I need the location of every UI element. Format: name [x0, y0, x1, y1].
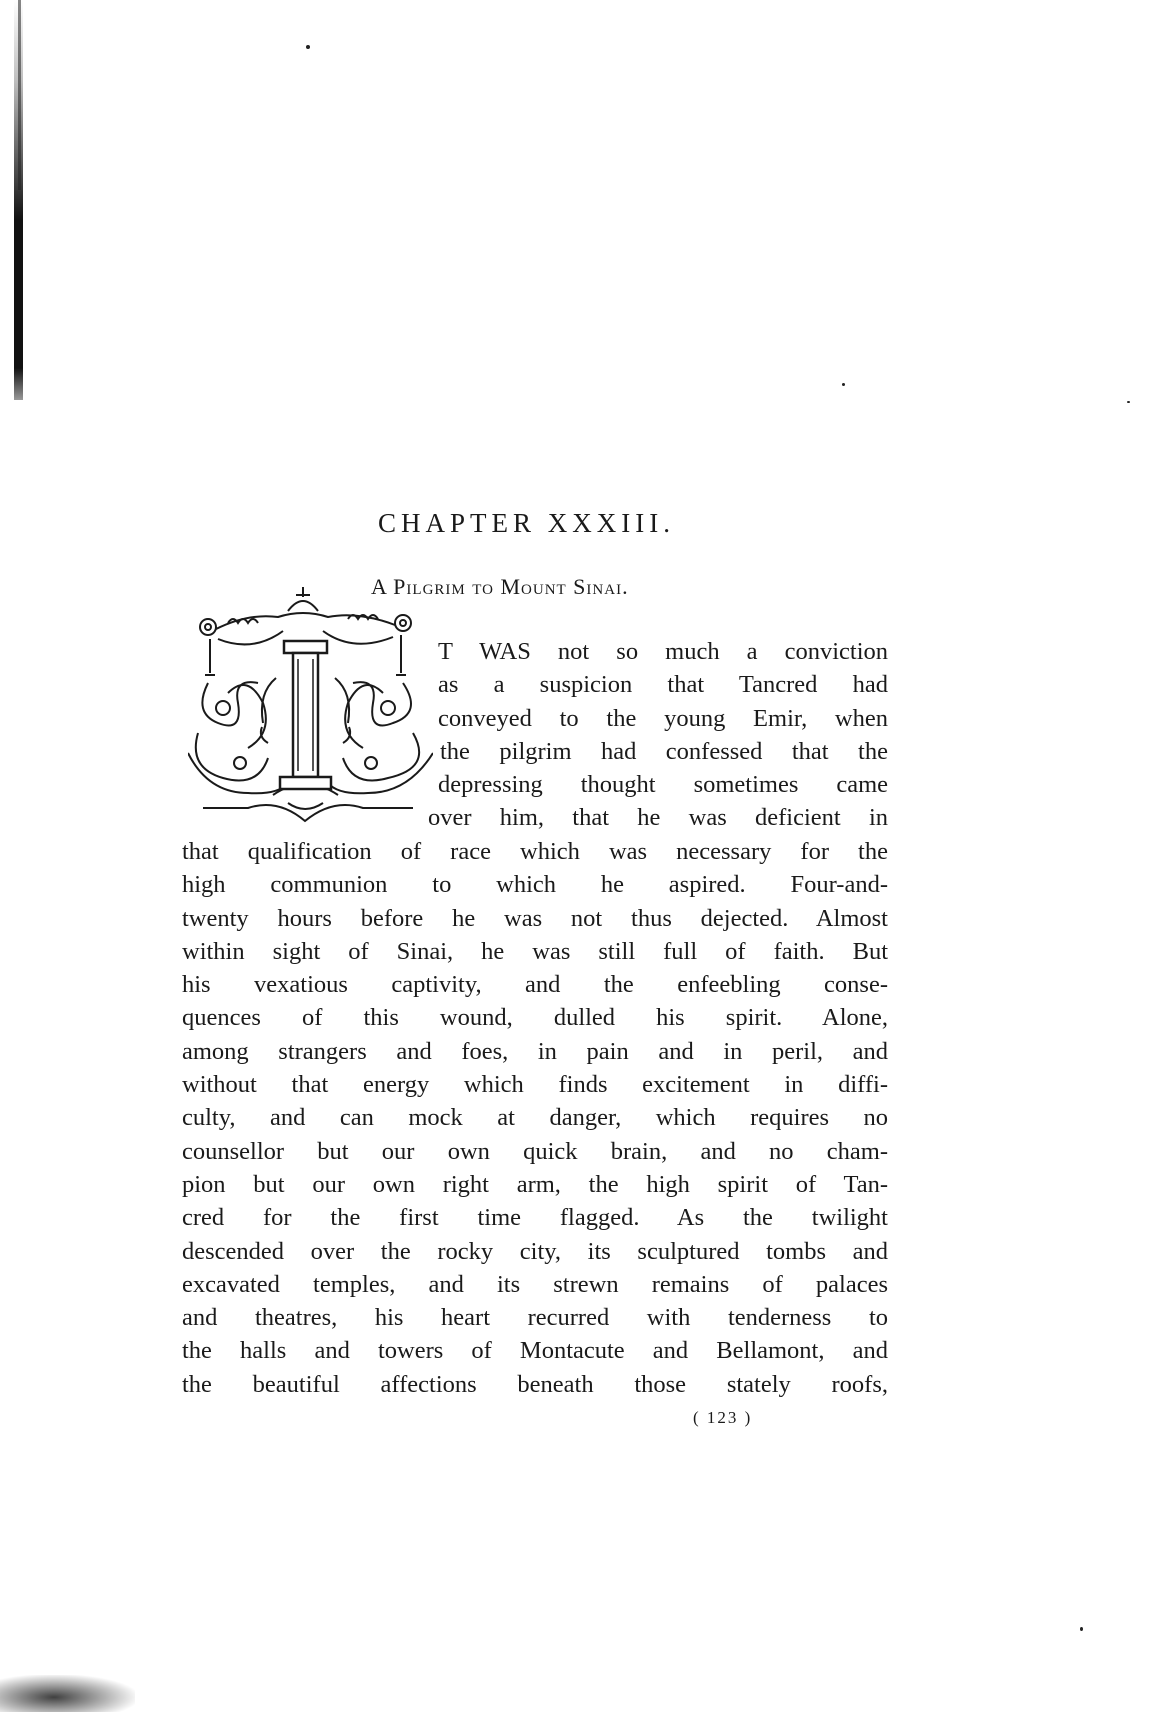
text-line: within sight of Sinai, he was still full of faith. But: [182, 937, 888, 965]
text-line: that qualification of race which was necessary for the: [182, 838, 888, 865]
paragraph-full-lines: [182, 835, 888, 1401]
text-line: excavated temples, and its strewn remains of palaces: [182, 1270, 888, 1298]
text-line: the pilgrim had confessed that the: [440, 737, 888, 765]
text-line: twenty hours before he was not thus dejected. Almost: [182, 904, 888, 932]
chapter-subtitle: A Pilgrim to Mount Sinai.: [371, 574, 629, 599]
text-line: without that energy which finds excitement in diffi-: [182, 1071, 888, 1099]
text-line: descended over the rocky city, its sculptured tombs and: [182, 1237, 888, 1265]
text-line: his vexatious captivity, and the enfeebling conse-: [182, 971, 888, 999]
scan-speck: [1127, 401, 1130, 403]
text-line: the halls and towers of Montacute and Bellamont, and: [182, 1337, 888, 1365]
text-line: T WAS not so much a conviction: [438, 638, 888, 665]
text-line: cred for the first time flagged. As the twilight: [182, 1204, 888, 1232]
paragraph-wrap-lines: [428, 635, 888, 835]
chapter-heading: CHAPTER XXXIII.: [378, 508, 675, 538]
text-line: over him, that he was deficient in: [428, 804, 888, 832]
text-line: as a suspicion that Tancred had: [438, 671, 888, 699]
text-line: among strangers and foes, in pain and in peril, and: [182, 1037, 888, 1065]
ornamental-drop-cap-icon: [188, 583, 433, 823]
text-line: the beautiful affections beneath those stately roofs,: [182, 1370, 888, 1398]
text-line: conveyed to the young Emir, when: [438, 704, 888, 732]
scan-speck: [306, 45, 310, 49]
text-line: counsellor but our own quick brain, and no cham-: [182, 1137, 888, 1165]
text-line: pion but our own right arm, the high spirit of Tan-: [182, 1170, 888, 1198]
text-line: depressing thought sometimes came: [438, 771, 888, 799]
scan-speck: [1080, 1627, 1083, 1631]
page-number: ( 123 ): [693, 1408, 753, 1427]
scan-speck: [842, 383, 845, 386]
scan-smudge: [0, 1675, 135, 1712]
page-edge-line: [18, 0, 21, 190]
text-line: high communion to which he aspired. Four-and-: [182, 871, 888, 899]
text-line: and theatres, his heart recurred with tenderness to: [182, 1304, 888, 1332]
text-line: culty, and can mock at danger, which requires no: [182, 1104, 888, 1132]
text-line: quences of this wound, dulled his spirit. Alone,: [182, 1004, 888, 1032]
